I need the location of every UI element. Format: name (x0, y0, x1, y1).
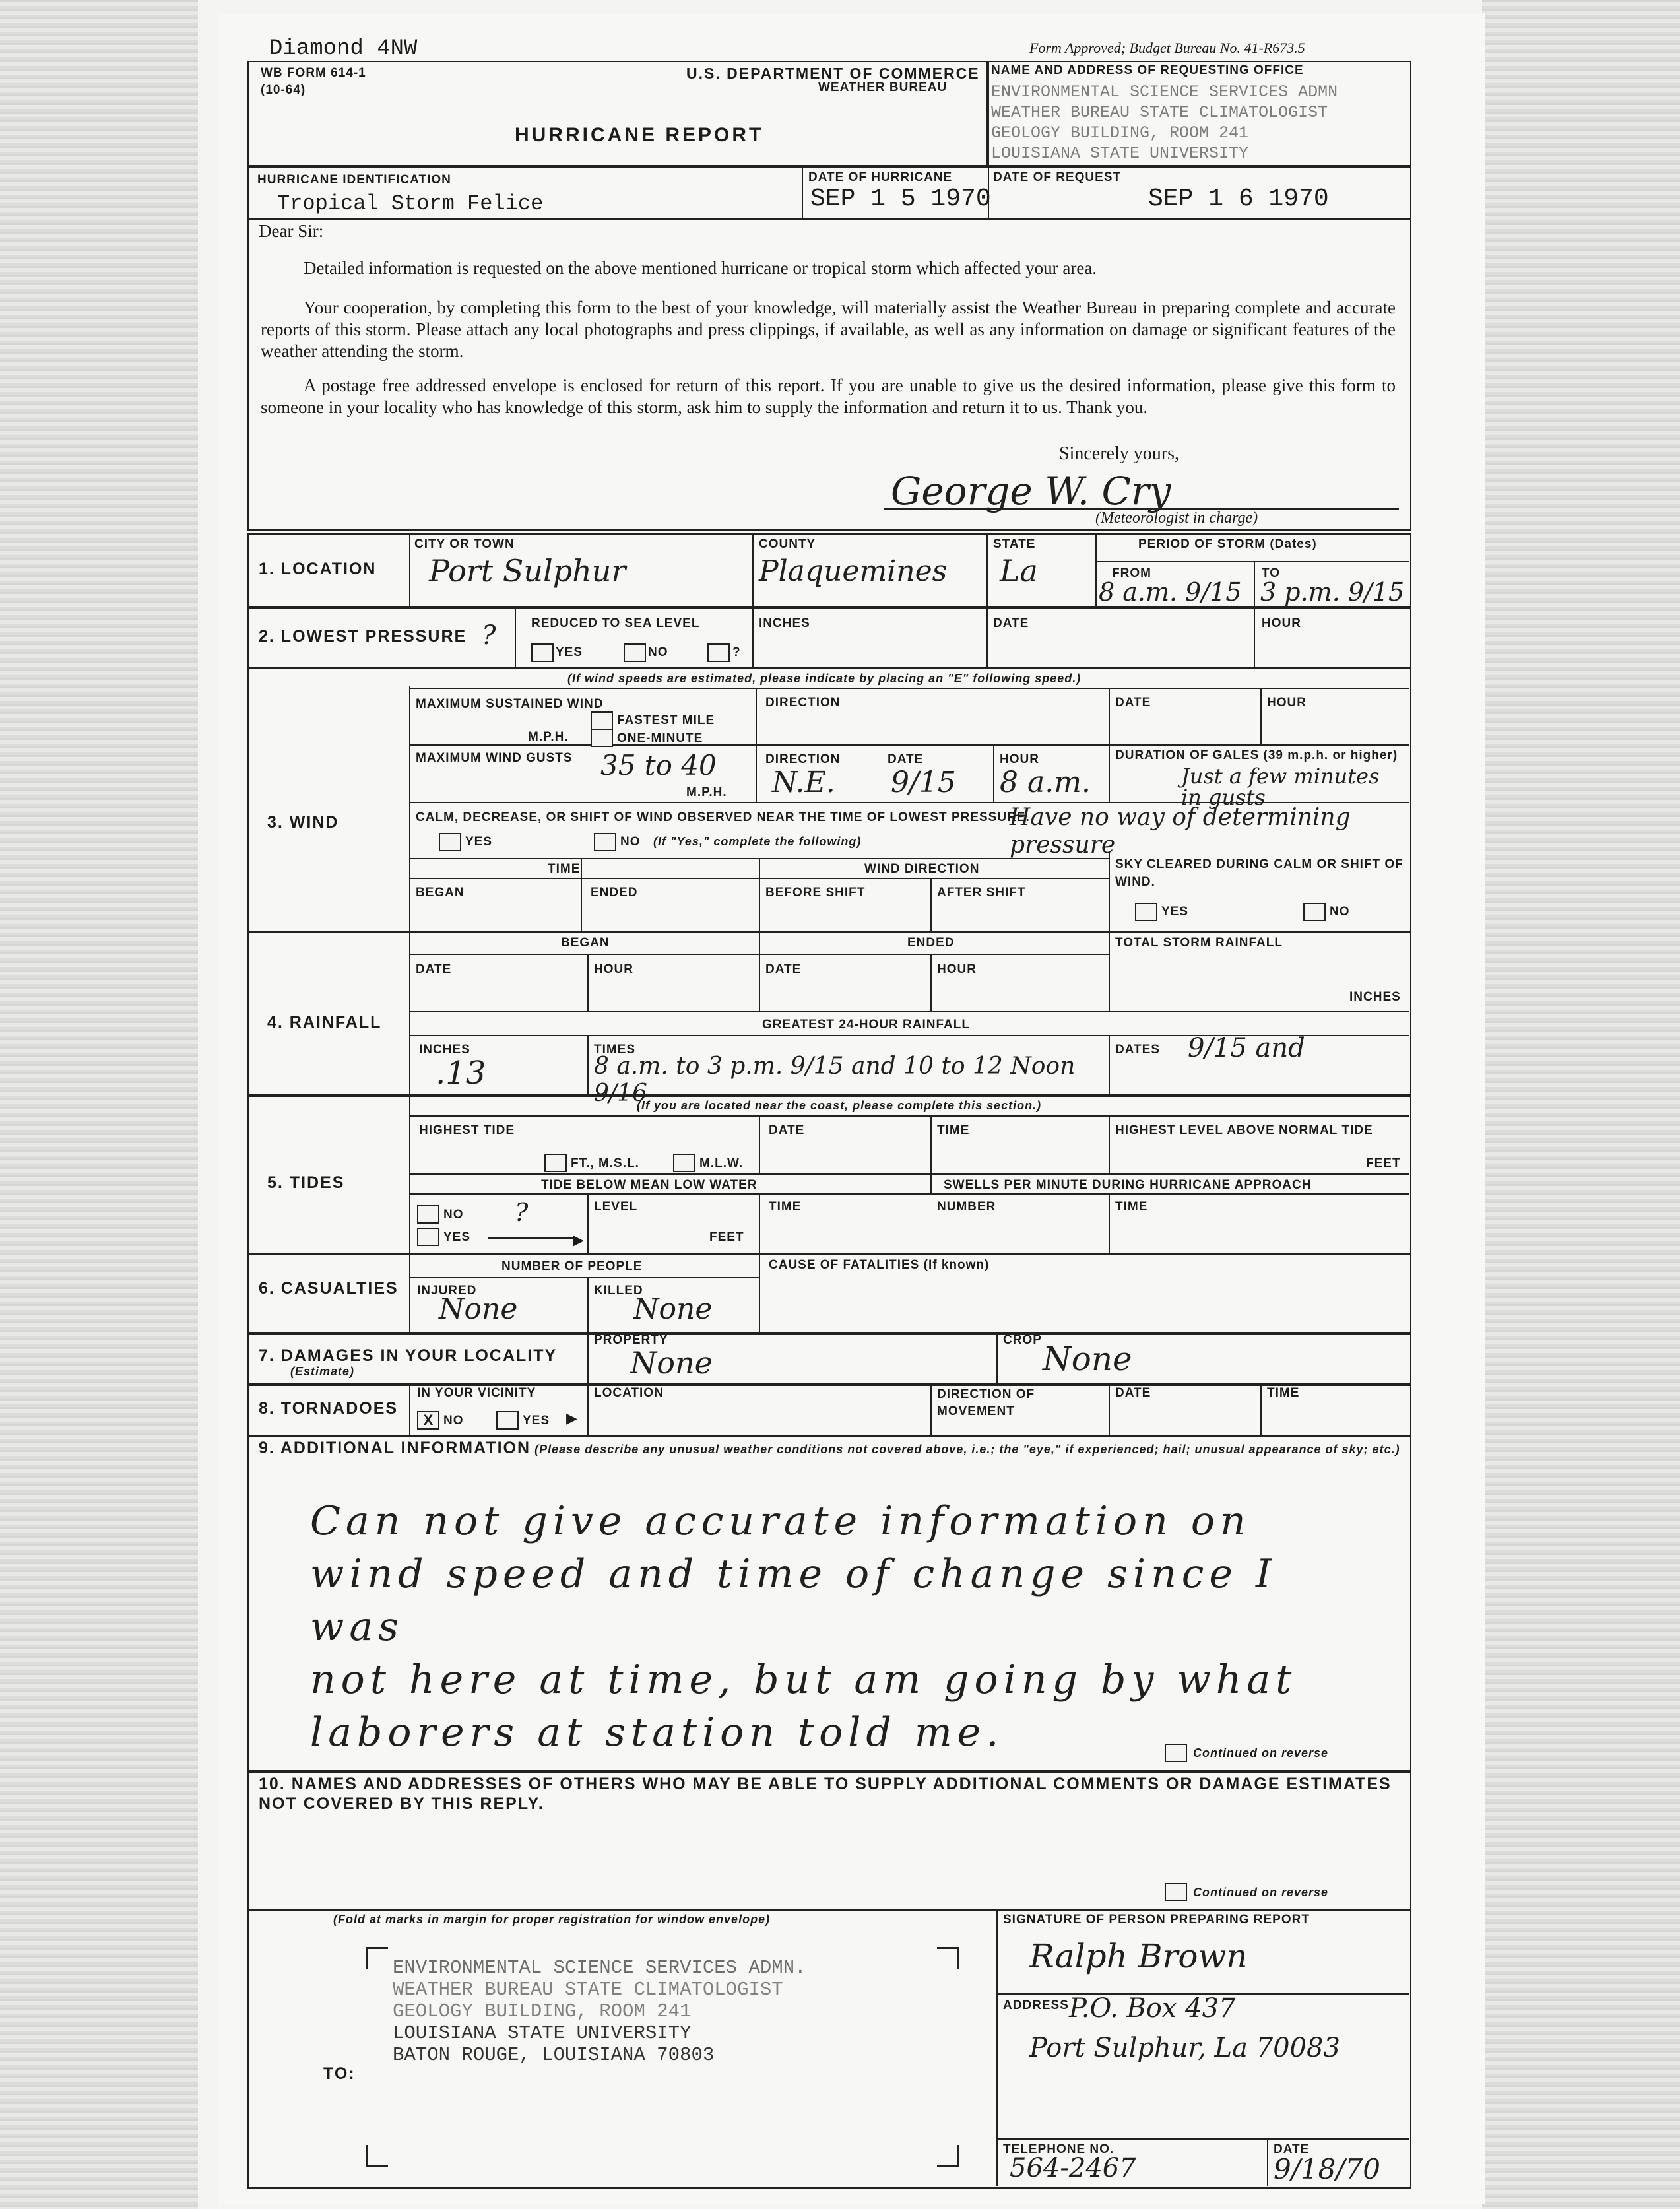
pressure-date-label: DATE (993, 616, 1029, 630)
rain-began-hour-label: HOUR (594, 962, 633, 976)
preparer-address-2: Port Sulphur, La 70083 (1029, 2033, 1340, 2063)
period-label: PERIOD OF STORM (Dates) (1138, 537, 1317, 551)
reduced-unknown-label: ? (732, 645, 741, 659)
sky-yes-checkbox[interactable] (1135, 903, 1157, 921)
return-address-line: WEATHER BUREAU STATE CLIMATOLOGIST (393, 1979, 783, 2000)
department: U.S. DEPARTMENT OF COMMERCE (686, 65, 980, 82)
divider (1095, 561, 1409, 562)
crop-value: None (1043, 1340, 1132, 1378)
divider (409, 744, 1409, 746)
state-value: La (1000, 553, 1038, 589)
section-others: 10. NAMES AND ADDRESSES OF OTHERS WHO MAY BE ABLE TO SUPPLY ADDITIONAL COMMENTS OR DAMAGE ESTIMATES NOT COVERED BY THIS REPLY. (259, 1775, 1392, 1813)
ft-msl-label: FT., M.S.L. (571, 1156, 639, 1170)
divider (409, 1253, 410, 1332)
requesting-office-line: WEATHER BUREAU STATE CLIMATOLOGIST (991, 103, 1328, 122)
divider (759, 931, 760, 1011)
scan-edge-right (1482, 0, 1680, 2209)
rain-times-value: 8 a.m. to 3 p.m. 9/15 and 10 to 12 Noon 9/16 (594, 1053, 1076, 1107)
section-damages: 7. DAMAGES IN YOUR LOCALITY (259, 1346, 558, 1365)
to-label: TO (1262, 566, 1281, 580)
divider (587, 1383, 589, 1435)
killed-label: KILLED (594, 1284, 643, 1298)
reduced-unknown-checkbox[interactable] (707, 643, 730, 662)
to-value: 3 p.m. 9/15 (1260, 577, 1405, 607)
tornado-direction-label: DIRECTION OF MOVEMENT (937, 1387, 1035, 1418)
divider (409, 688, 1409, 689)
handwritten-station: Diamond 4NW (269, 36, 418, 61)
divider (930, 954, 932, 1011)
gust-hour-value: 8 a.m. (1000, 766, 1091, 799)
preparer-address-1: P.O. Box 437 (1069, 1993, 1236, 2024)
injured-label: INJURED (417, 1284, 477, 1298)
arrow-right-icon: ▶ (573, 1232, 584, 1248)
tornado-no-checkbox[interactable]: X (417, 1411, 439, 1430)
city-value: Port Sulphur (429, 553, 626, 589)
divider (1109, 1383, 1110, 1435)
divider (409, 533, 410, 606)
requesting-office-line: LOUISIANA STATE UNIVERSITY (991, 144, 1249, 163)
date-of-request-label: DATE OF REQUEST (993, 170, 1122, 184)
property-label: PROPERTY (594, 1333, 668, 1347)
calm-answer: Have no way of determining pressure (1010, 804, 1351, 859)
before-shift-label: BEFORE SHIFT (765, 886, 866, 900)
tornado-yes-label: YES (523, 1414, 550, 1428)
form-approved-note: Form Approved; Budget Bureau No. 41-R673.5 (1029, 40, 1305, 56)
requesting-office-line: ENVIRONMENTAL SCIENCE SERVICES ADMN (991, 82, 1338, 102)
divider (930, 1383, 932, 1435)
sky-yes-label: YES (1161, 905, 1189, 919)
requesting-office-label: NAME AND ADDRESS OF REQUESTING OFFICE (991, 63, 1304, 77)
ft-msl-checkbox[interactable] (544, 1154, 567, 1172)
divider (1260, 1383, 1262, 1435)
divider (1109, 851, 1110, 931)
fastest-mile-checkbox[interactable] (591, 711, 613, 730)
mlw-label: M.L.W. (699, 1156, 744, 1170)
highest-level-label: HIGHEST LEVEL ABOVE NORMAL TIDE (1115, 1123, 1373, 1137)
tornado-no-label: NO (443, 1414, 464, 1428)
telephone-value: 564-2467 (1010, 2153, 1136, 2183)
preparer-signature: Ralph Brown (1029, 1937, 1248, 1975)
state-label: STATE (993, 537, 1036, 551)
signature-george: George W. Cry (891, 469, 1171, 513)
divider (409, 931, 410, 1094)
return-address-stamp (393, 1957, 806, 2066)
cause-label: CAUSE OF FATALITIES (If known) (769, 1258, 990, 1272)
gust-mph-label: M.P.H. (686, 785, 727, 799)
signer-title: (Meteorologist in charge) (1095, 510, 1258, 527)
tide-level-unit: FEET (709, 1230, 744, 1244)
one-minute-checkbox[interactable] (591, 729, 613, 747)
one-minute-label: ONE-MINUTE (617, 731, 703, 745)
salutation: Dear Sir: (259, 221, 324, 241)
divider (1254, 606, 1255, 667)
divider (1109, 1035, 1110, 1094)
sky-no-checkbox[interactable] (1303, 903, 1326, 921)
calm-if-yes-note: (If "Yes," complete the following) (653, 835, 862, 848)
preparer-address-label: ADDRESS (1003, 1998, 1069, 2012)
reduced-yes-checkbox[interactable] (531, 643, 554, 662)
rain-began-label: BEGAN (561, 936, 610, 950)
divider (1109, 1115, 1110, 1173)
tide-below-yes-label: YES (443, 1230, 471, 1244)
rain-ended-hour-label: HOUR (937, 962, 977, 976)
form-date: (10-64) (261, 83, 306, 97)
section-casualties: 6. CASUALTIES (259, 1279, 399, 1298)
after-shift-label: AFTER SHIFT (937, 886, 1026, 900)
arrow-right-icon: ▶ (566, 1410, 577, 1426)
sustained-hour-label: HOUR (1267, 696, 1307, 709)
section-additional: 9. ADDITIONAL INFORMATION (259, 1439, 531, 1457)
window-mark (366, 1947, 388, 1969)
scan-edge-left (0, 0, 198, 2209)
tide-level-label: LEVEL (594, 1200, 638, 1214)
gust-hour-label: HOUR (1000, 752, 1039, 766)
divider (1267, 2138, 1268, 2186)
divider (587, 954, 589, 1011)
sustained-mph-label: M.P.H. (528, 730, 569, 744)
divider (930, 878, 932, 931)
duration-label: DURATION OF GALES (39 m.p.h. or higher) (1115, 748, 1398, 762)
additional-continued-label: Continued on reverse (1193, 1746, 1329, 1760)
rain-inches-value: .13 (436, 1055, 486, 1092)
divider (1095, 533, 1097, 606)
divider (409, 1115, 1409, 1117)
hurricane-id-value: Tropical Storm Felice (277, 191, 544, 216)
to-label: TO: (323, 2064, 356, 2083)
divider (996, 1332, 998, 1383)
max-sustained-label: MAXIMUM SUSTAINED WIND (416, 697, 604, 711)
total-rainfall-label: TOTAL STORM RAINFALL (1115, 936, 1283, 950)
gust-date-label: DATE (888, 752, 924, 766)
divider (581, 858, 582, 931)
additional-note: (Please describe any unusual weather conditions not covered above, i.e.; the "eye," if experienced; hail; unusual appearance of sky; etc.) (534, 1443, 1400, 1456)
date-of-request-value: SEP 1 6 1970 (1148, 185, 1329, 213)
pressure-value: ? (482, 620, 496, 651)
additional-handwritten (310, 1495, 1379, 1759)
calm-question: CALM, DECREASE, OR SHIFT OF WIND OBSERVED NEAR THE TIME OF LOWEST PRESSURE. (416, 810, 1030, 824)
wind-ended-label: ENDED (591, 886, 638, 900)
county-value: Plaquemines (759, 554, 948, 588)
tide-below-unknown: ? (515, 1198, 529, 1227)
sky-no-label: NO (1330, 905, 1350, 919)
county-label: COUNTY (759, 537, 816, 551)
highest-level-unit: FEET (1366, 1156, 1401, 1170)
swell-number-label: NUMBER (937, 1200, 996, 1214)
requesting-office-stamp (991, 82, 1338, 164)
divider (756, 688, 757, 802)
calm-no-label: NO (620, 835, 641, 849)
divider (409, 686, 410, 931)
closing: Sincerely yours, (1059, 444, 1179, 464)
letter-paragraph-3: A postage free addressed envelope is enclosed for return of this report. If you are unable to give us the desired information, please give this form to someone in your locality who has knowledge of this storm, ask him to supply the information and return it to us. Thank you. (261, 376, 1396, 417)
reduced-no-checkbox[interactable] (624, 643, 646, 662)
fold-note: (Fold at marks in margin for proper registration for window envelope) (333, 1913, 771, 1926)
divider (587, 1035, 589, 1094)
divider (752, 533, 754, 606)
letter-paragraph-2: Your cooperation, by completing this form to the best of your knowledge, will materially assist the Weather Bureau in preparing complete and accurate reports of this storm. Please attach any local photographs and press clippings, if available, as well as any information on damage or significant features of the weather attending the storm. (261, 298, 1396, 361)
from-label: FROM (1112, 566, 1151, 580)
divider (515, 606, 516, 667)
gust-direction-value: N.E. (772, 766, 835, 799)
wind-began-label: BEGAN (416, 886, 465, 900)
tornado-location-label: LOCATION (594, 1386, 664, 1400)
divider (1260, 688, 1262, 744)
divider (587, 1332, 589, 1383)
return-address-line: BATON ROUGE, LOUISIANA 70803 (393, 2044, 715, 2066)
total-rainfall-unit: INCHES (1349, 990, 1401, 1004)
rain-dates-label: DATES (1115, 1043, 1160, 1057)
tide-below-no-checkbox[interactable] (417, 1205, 439, 1224)
city-label: CITY OR TOWN (414, 537, 515, 551)
divider (409, 878, 1109, 879)
divider (1254, 561, 1255, 606)
handwritten-line: Can not give accurate information on (310, 1498, 1251, 1544)
divider (1109, 1193, 1110, 1253)
tide-below-label: TIDE BELOW MEAN LOW WATER (541, 1178, 758, 1192)
gust-direction-label: DIRECTION (765, 752, 841, 766)
additional-info-heading (259, 1439, 1400, 1459)
reduced-yes-label: YES (556, 645, 583, 659)
rain-dates-value: 9/15 and (1188, 1033, 1305, 1063)
max-gusts-label: MAXIMUM WIND GUSTS (416, 751, 573, 765)
number-people-label: NUMBER OF PEOPLE (501, 1259, 643, 1273)
swell-time-label: TIME (1115, 1200, 1148, 1214)
bureau: WEATHER BUREAU (818, 81, 948, 94)
rain-times-label: TIMES (594, 1043, 636, 1057)
damages-estimate: (Estimate) (290, 1365, 355, 1378)
section-wind: 3. WIND (267, 813, 339, 832)
others-continued-checkbox[interactable] (1165, 1883, 1187, 1901)
calm-yes-label: YES (465, 835, 493, 849)
page-title: HURRICANE REPORT (515, 124, 764, 146)
sustained-direction-label: DIRECTION (765, 696, 841, 709)
tide-below-time-label: TIME (769, 1200, 802, 1214)
divider (409, 1193, 1409, 1195)
divider (759, 1115, 760, 1173)
wind-time-label: TIME (548, 862, 581, 876)
section-tornadoes: 8. TORNADOES (259, 1399, 399, 1418)
calm-yes-checkbox[interactable] (439, 833, 461, 851)
divider (587, 1277, 589, 1332)
wind-direction-header: WIND DIRECTION (864, 862, 980, 876)
crop-label: CROP (1003, 1333, 1042, 1347)
letter-paragraph-1: Detailed information is requested on the above mentioned hurricane or tropical storm which affected your area. (304, 258, 1097, 278)
tornado-yes-checkbox[interactable] (496, 1411, 519, 1430)
return-address-line: ENVIRONMENTAL SCIENCE SERVICES ADMN. (393, 1957, 806, 1979)
divider (759, 858, 760, 931)
divider (1109, 931, 1110, 1011)
greatest-rainfall-label: GREATEST 24-HOUR RAINFALL (762, 1018, 970, 1032)
tornado-time-label: TIME (1267, 1386, 1300, 1400)
wind-estimate-note: (If wind speeds are estimated, please indicate by placing an "E" following speed.) (567, 672, 1082, 685)
reduced-label: REDUCED TO SEA LEVEL (531, 616, 700, 630)
window-mark (937, 1947, 959, 1969)
duration-value: Just a few minutes in gusts (1181, 764, 1380, 810)
vicinity-label: IN YOUR VICINITY (417, 1386, 536, 1400)
divider (409, 1011, 1409, 1012)
divider (409, 1173, 1409, 1175)
additional-continued-checkbox[interactable] (1165, 1744, 1187, 1762)
highest-tide-label: HIGHEST TIDE (419, 1123, 515, 1137)
sustained-date-label: DATE (1115, 696, 1151, 709)
date-of-hurricane-label: DATE OF HURRICANE (808, 170, 953, 184)
gust-value: 35 to 40 (600, 749, 717, 781)
section-pressure: 2. LOWEST PRESSURE (259, 627, 467, 645)
handwritten-line: wind speed and time of change since I was (310, 1551, 1277, 1650)
divider (996, 2138, 1409, 2140)
preparer-signature-label: SIGNATURE OF PERSON PREPARING REPORT (1003, 1913, 1310, 1927)
tide-below-yes-checkbox[interactable] (417, 1228, 439, 1246)
property-value: None (630, 1345, 713, 1381)
divider (930, 1115, 932, 1193)
rain-ended-date-label: DATE (765, 962, 802, 976)
window-mark (937, 2145, 959, 2167)
date-of-hurricane-value: SEP 1 5 1970 (810, 185, 991, 213)
hurricane-id-label: HURRICANE IDENTIFICATION (257, 173, 451, 187)
from-value: 8 a.m. 9/15 (1099, 577, 1242, 607)
tide-below-no-label: NO (443, 1208, 464, 1222)
divider (409, 1277, 759, 1278)
gust-date-value: 9/15 (891, 766, 956, 799)
rain-inches-label: INCHES (419, 1043, 470, 1057)
rain-began-date-label: DATE (416, 962, 452, 976)
fastest-mile-label: FASTEST MILE (617, 713, 715, 727)
pressure-hour-label: HOUR (1262, 616, 1301, 630)
telephone-label: TELEPHONE NO. (1003, 2142, 1115, 2156)
sky-cleared-label: SKY CLEARED DURING CALM OR SHIFT OF WIND. (1115, 857, 1404, 889)
mlw-checkbox[interactable] (673, 1154, 695, 1172)
divider (1109, 688, 1110, 802)
swells-label: SWELLS PER MINUTE DURING HURRICANE APPROACH (944, 1178, 1312, 1192)
divider (752, 606, 754, 667)
pressure-inches-label: INCHES (759, 616, 810, 630)
divider (759, 1253, 760, 1332)
return-address-line: GEOLOGY BUILDING, ROOM 241 (393, 2000, 692, 2022)
reduced-no-label: NO (648, 645, 668, 659)
tide-date-label: DATE (769, 1123, 805, 1137)
injured-value: None (439, 1292, 518, 1326)
arrow-line (488, 1237, 574, 1239)
rain-ended-label: ENDED (907, 936, 955, 950)
divider (986, 606, 988, 667)
calm-no-checkbox[interactable] (594, 833, 616, 851)
report-date-label: DATE (1274, 2142, 1310, 2156)
divider (409, 1383, 410, 1435)
divider (993, 744, 994, 802)
tide-time-label: TIME (937, 1123, 970, 1137)
divider (759, 1193, 760, 1253)
handwritten-line: not here at time, but am going by what (310, 1657, 1297, 1703)
requesting-office-line: GEOLOGY BUILDING, ROOM 241 (991, 123, 1249, 143)
handwritten-line: laborers at station told me. (310, 1709, 1004, 1756)
section-location: 1. LOCATION (259, 560, 377, 578)
form-number: WB FORM 614-1 (261, 66, 366, 80)
divider (587, 1193, 589, 1253)
window-mark (366, 2145, 388, 2167)
section-rainfall: 4. RAINFALL (267, 1013, 382, 1032)
return-address-line: LOUISIANA STATE UNIVERSITY (393, 2022, 692, 2044)
report-date-value: 9/18/70 (1274, 2153, 1380, 2185)
others-continued-label: Continued on reverse (1193, 1886, 1329, 1899)
tides-coast-note: (If you are located near the coast, please complete this section.) (637, 1099, 1042, 1112)
divider (996, 1909, 998, 2186)
divider (986, 533, 988, 606)
killed-value: None (633, 1292, 713, 1326)
tornado-date-label: DATE (1115, 1386, 1151, 1400)
section-tides: 5. TIDES (267, 1173, 345, 1192)
